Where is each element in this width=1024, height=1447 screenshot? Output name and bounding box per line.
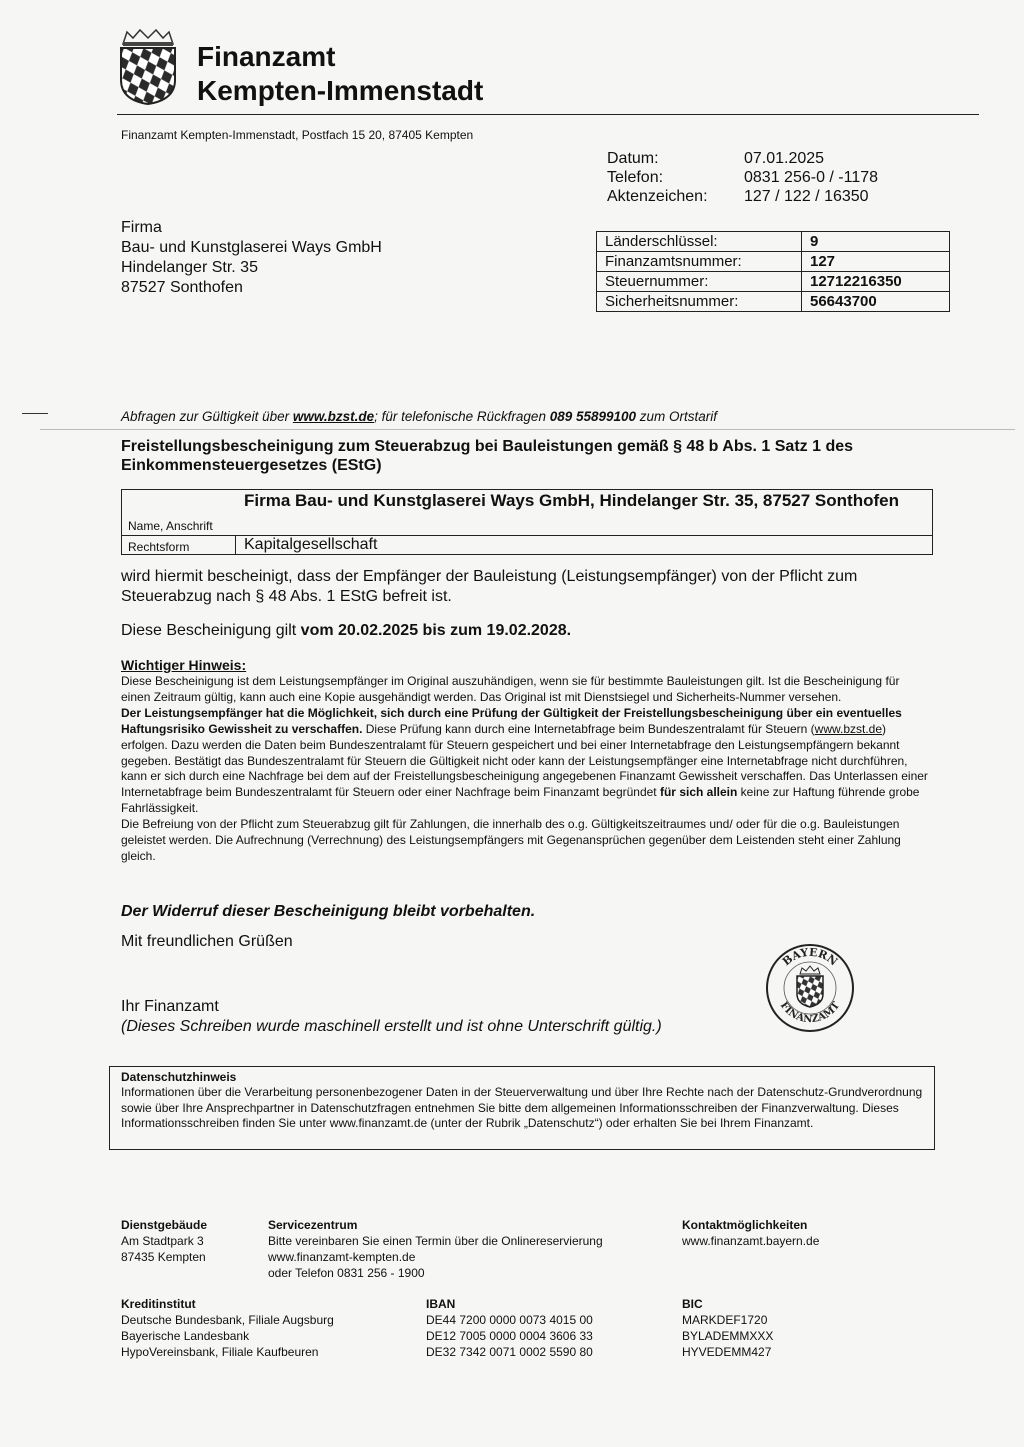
signature-office: Ihr Finanzamt [121,998,219,1015]
note-bold-text: Der Leistungsempfänger hat die Möglichkeit, sich durch eine Prüfung der Gültigkeit der Freistellungsbescheinigung über ein eventuelles Haftungsrisiko Gewissheit zu verschaffen. [121,705,902,736]
footer-ibans [426,1296,593,1360]
fold-mark [22,413,48,414]
check-divider [40,429,1015,430]
name-address-label: Name, Anschrift [128,519,213,533]
footer-heading: Servicezentrum [268,1218,358,1232]
bank-name: HypoVereinsbank, Filiale Kaufbeuren [121,1345,319,1359]
check-prefix: Abfragen zur Gültigkeit über [121,409,293,424]
note-text: Diese Prüfung kann durch eine Internetabfrage beim Bundeszentralamt für Steuern ( [362,721,815,736]
legal-form-label: Rechtsform [128,540,190,554]
date-label: Datum: [607,150,659,167]
footer-building [121,1217,207,1265]
seal-text-bottom: FINANZAMT [777,1000,843,1026]
office-name-line1: Finanzamt [197,41,336,72]
recipient-line: Firma [121,219,162,236]
footer-banks [121,1296,334,1360]
table-cell-value: 9 [802,232,950,252]
table-cell-label: Sicherheitsnummer: [597,292,802,312]
note-paragraph [121,706,929,817]
table-row [122,490,932,536]
table-cell-label: Steuernummer: [597,272,802,292]
recipient-line: Hindelanger Str. 35 [121,259,258,276]
note-text: ) erfolgen. Dazu werden die Daten beim Bundeszentralamt für Steuern gespeichert und bei einer Internetabfrage den Leistungsempfängern bekannt gegeben. Bestätigt das Bundeszentralamt für Steuern die Gültigkeit nicht oder kann der Leistungsempfänger eine Internetabfrage nicht durchführen, kann er sich durch eine Nachfrage bei dem auf der Freistellungsbescheinigung angegebenen Finanzamt Gewissheit verschaffen. Das Unterlassen einer Internetabfrage beim Bundeszentralamt für Steuern oder einer Nachfrage beim Finanzamt begründet [121,721,928,800]
bic-value: HYVEDEMM427 [682,1345,772,1359]
footer-heading: IBAN [426,1297,456,1311]
bank-name: Deutsche Bundesbank, Filiale Augsburg [121,1313,334,1327]
iban-value: DE32 7342 0071 0002 5590 80 [426,1345,593,1359]
footer-service [268,1217,603,1281]
check-suffix: zum Ortstarif [636,409,718,424]
validity-period [121,622,571,640]
footer-line: Bitte vereinbaren Sie einen Termin über die Onlinereservierung [268,1234,603,1248]
important-note-body [121,674,929,865]
table-cell-value: 12712216350 [802,272,950,292]
footer-heading: Kreditinstitut [121,1297,196,1311]
footer-link[interactable]: www.finanzamt.bayern.de [682,1234,820,1248]
footer-contact [682,1217,819,1249]
bic-value: MARKDEF1720 [682,1313,768,1327]
phone-label: Telefon: [607,169,664,186]
certification-statement: wird hiermit bescheinigt, dass der Empfänger der Bauleistung (Leistungsempfänger) von der Pflicht zum Steuerabzug nach § 48 Abs. 1 EStG befreit ist. [121,568,858,605]
bank-name: Bayerische Landesbank [121,1329,250,1343]
check-middle: ; für telefonische Rückfragen [374,409,550,424]
table-row [597,292,950,312]
table-row [597,252,950,272]
reference-label: Aktenzeichen: [607,188,708,205]
bavarian-coat-of-arms-icon [117,28,179,106]
recipient-line: Bau- und Kunstglaserei Ways GmbH [121,239,382,256]
important-note-heading: Wichtiger Hinweis: [121,657,247,673]
footer-line: 87435 Kempten [121,1250,206,1264]
validity-check-note [121,409,717,424]
phone-value: 0831 256-0 / -1178 [744,169,879,186]
table-row [597,272,950,292]
certificate-title: Freistellungsbescheinigung zum Steuerabzug bei Bauleistungen gemäß § 48 b Abs. 1 Satz 1 des Einkommensteuergesetzes (EStG) [121,438,854,474]
table-cell-value: 56643700 [802,292,950,312]
footer-link[interactable]: www.finanzamt-kempten.de [268,1250,416,1264]
iban-value: DE44 7200 0000 0073 4015 00 [426,1313,593,1327]
footer-heading: BIC [682,1297,703,1311]
office-name [197,40,483,108]
sender-address: Finanzamt Kempten-Immenstadt, Postfach 15 20, 87405 Kempten [121,128,474,142]
official-seal-icon [764,942,856,1034]
footer-line: Am Stadtpark 3 [121,1234,204,1248]
note-paragraph: Diese Bescheinigung ist dem Leistungsempfänger im Original auszuhändigen, wenn sie für bestimmte Bauleistungen gilt. Ist die Bescheinigung für einen Zeitraum gültig, kann auch eine Kopie ausgehändigt werden. Das Original ist mit Dienstsiegel und Sicherheits-Nummer versehen. [121,674,900,704]
seal-text-top: BAYERN [779,945,840,969]
reference-value: 127 / 122 / 16350 [744,188,869,205]
header-divider [117,114,979,115]
footer-heading: Kontaktmöglichkeiten [682,1218,808,1232]
recipient-table [121,489,933,555]
table-cell-value: 127 [802,252,950,272]
machine-generated-note: (Dieses Schreiben wurde maschinell erstellt und ist ohne Unterschrift gültig.) [121,1018,662,1035]
footer-line: oder Telefon 0831 256 - 1900 [268,1266,425,1280]
validity-dates: vom 20.02.2025 bis zum 19.02.2028. [300,622,572,639]
table-cell-label: Länderschlüssel: [597,232,802,252]
revocation-notice: Der Widerruf dieser Bescheinigung bleibt vorbehalten. [121,903,536,920]
closing-greeting: Mit freundlichen Grüßen [121,933,293,950]
table-cell-label: Finanzamtsnummer: [597,252,802,272]
bic-value: BYLADEMMXXX [682,1329,774,1343]
table-row [122,535,932,555]
footer-bics [682,1296,773,1360]
office-name-line2: Kempten-Immenstadt [197,75,484,106]
bzst-link[interactable]: www.bzst.de [292,409,375,424]
validity-prefix: Diese Bescheinigung gilt [121,622,301,639]
note-text: keine zur Haftung führende grobe Fahrlässigkeit. [121,785,920,816]
recipient-line: 87527 Sonthofen [121,279,243,296]
privacy-notice-box [109,1066,935,1150]
footer-heading: Dienstgebäude [121,1218,208,1232]
note-bold-text: für sich allein [659,785,738,800]
privacy-text: Informationen über die Verarbeitung personenbezogener Daten in der Steuerverwaltung und über Ihre Rechte nach der Datenschutz-Grundverordnung sowie über Ihre Ansprechpartner in Datenschutzfragen entnehmen Sie bitte dem allgemeinen Informationsschreiben der Finanzverwaltung. Dieses Informationsschreiben finden Sie unter www.finanzamt.de (unter der Rubrik „Datenschutz“) oder erhalten Sie bei Ihrem Finanzamt. [121,1085,923,1130]
table-row [597,232,950,252]
recipient-address [121,218,382,298]
iban-value: DE12 7005 0000 0004 3606 33 [426,1329,593,1343]
legal-form-value: Kapitalgesellschaft [244,536,378,553]
check-phone: 089 55899100 [549,409,637,424]
name-address-value: Firma Bau- und Kunstglaserei Ways GmbH, Hindelanger Str. 35, 87527 Sonthofen [244,491,899,510]
tax-id-table [596,231,950,312]
privacy-heading: Datenschutzhinweis [121,1070,237,1084]
letter-meta [607,149,878,206]
date-value: 07.01.2025 [744,150,825,167]
bzst-link-inline[interactable]: www.bzst.de [814,721,883,736]
note-paragraph: Die Befreiung von der Pflicht zum Steuerabzug gilt für Zahlungen, die innerhalb des o.g. Gültigkeitszeitraumes und/ oder für die o.g. Bauleistungen geleistet werden. Die Aufrechnung (Verrechnung) des Leistungsempfängers mit Gegenansprüchen gegenüber dem Leistenden steht einer Zahlung gleich. [121,817,901,863]
